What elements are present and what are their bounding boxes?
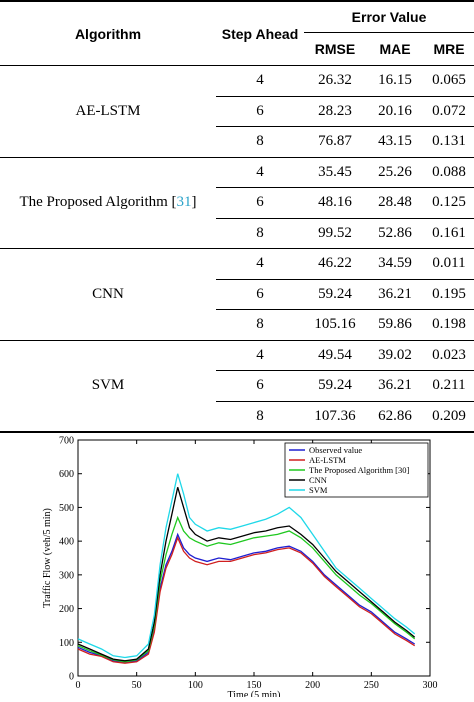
rmse-cell: 48.16 xyxy=(304,188,366,219)
citation-link[interactable]: 31 xyxy=(176,194,192,211)
rmse-cell: 46.22 xyxy=(304,249,366,280)
algorithm-cell xyxy=(0,340,216,432)
algorithm-name: The Proposed Algorithm [ xyxy=(19,194,177,211)
series-line-ae-lstm xyxy=(78,538,415,663)
mae-cell: 39.02 xyxy=(366,340,424,371)
mre-cell: 0.125 xyxy=(424,188,474,219)
table-row xyxy=(0,249,474,280)
mre-header: MRE xyxy=(433,41,465,57)
mae-cell: 43.15 xyxy=(366,127,424,158)
y-tick-label: 600 xyxy=(59,469,74,481)
mre-cell: 0.065 xyxy=(424,66,474,97)
x-tick-label: 100 xyxy=(187,680,203,691)
mre-cell: 0.088 xyxy=(424,157,474,188)
x-tick-label: 300 xyxy=(422,680,438,691)
algorithm-name: AE-LSTM xyxy=(75,102,141,119)
mae-cell: 36.21 xyxy=(366,371,424,402)
table-row xyxy=(0,157,474,188)
rmse-cell: 59.24 xyxy=(304,371,366,402)
algorithm-cell xyxy=(0,157,216,249)
y-axis-label: Traffic Flow (veh/5 min) xyxy=(42,508,53,608)
rmse-cell: 59.24 xyxy=(304,279,366,310)
mre-cell: 0.161 xyxy=(424,218,474,249)
algorithm-cell xyxy=(0,249,216,341)
step-ahead-header: Step Ahead xyxy=(221,25,299,42)
rmse-cell: 28.23 xyxy=(304,96,366,127)
legend-label: Observed value xyxy=(309,445,363,455)
mae-cell: 59.86 xyxy=(366,310,424,341)
rmse-cell: 76.87 xyxy=(304,127,366,158)
step-cell: 4 xyxy=(216,66,304,97)
rmse-header: RMSE xyxy=(314,41,356,57)
mre-cell: 0.011 xyxy=(424,249,474,280)
mre-cell: 0.131 xyxy=(424,127,474,158)
y-tick-label: 700 xyxy=(59,435,74,447)
mae-cell: 16.15 xyxy=(366,66,424,97)
citation-bracket: ] xyxy=(191,194,197,211)
step-cell: 6 xyxy=(216,371,304,402)
mre-cell: 0.072 xyxy=(424,96,474,127)
mre-cell: 0.195 xyxy=(424,279,474,310)
rmse-cell: 35.45 xyxy=(304,157,366,188)
step-cell: 6 xyxy=(216,279,304,310)
mre-cell: 0.198 xyxy=(424,310,474,341)
step-cell: 6 xyxy=(216,96,304,127)
mre-cell: 0.211 xyxy=(424,371,474,402)
step-cell: 8 xyxy=(216,127,304,158)
mae-cell: 34.59 xyxy=(366,249,424,280)
series-line-cnn xyxy=(78,487,415,661)
algorithm-name: CNN xyxy=(92,285,124,302)
table-body xyxy=(0,66,474,433)
y-tick-label: 200 xyxy=(59,604,74,616)
series-line-svm xyxy=(78,474,415,658)
step-cell: 8 xyxy=(216,401,304,432)
x-tick-label: 250 xyxy=(363,680,379,691)
series-line-the-proposed-algorithm-30- xyxy=(78,518,415,662)
header-row-1 xyxy=(0,1,474,33)
legend-label: SVM xyxy=(309,485,328,495)
legend-label: AE-LSTM xyxy=(309,455,346,465)
step-cell: 6 xyxy=(216,188,304,219)
mae-cell: 20.16 xyxy=(366,96,424,127)
error-value-header: Error Value xyxy=(304,1,474,33)
y-tick-label: 100 xyxy=(59,637,74,649)
y-tick-label: 300 xyxy=(59,570,74,582)
y-tick-label: 500 xyxy=(59,502,74,514)
legend-label: The Proposed Algorithm [30] xyxy=(309,465,410,475)
rmse-cell: 99.52 xyxy=(304,218,366,249)
step-cell: 8 xyxy=(216,310,304,341)
legend-label: CNN xyxy=(309,475,327,485)
traffic-flow-chart xyxy=(0,428,474,697)
algorithm-header: Algorithm xyxy=(74,25,142,42)
x-tick-label: 200 xyxy=(305,680,321,691)
mre-cell: 0.209 xyxy=(424,401,474,432)
mae-cell: 28.48 xyxy=(366,188,424,219)
step-cell: 8 xyxy=(216,218,304,249)
y-tick-label: 400 xyxy=(59,536,74,548)
algorithm-cell xyxy=(0,66,216,158)
step-cell: 4 xyxy=(216,157,304,188)
rmse-cell: 105.16 xyxy=(304,310,366,341)
algorithm-name: SVM xyxy=(91,377,125,394)
mae-header: MAE xyxy=(379,41,411,57)
step-cell: 4 xyxy=(216,249,304,280)
mae-cell: 25.26 xyxy=(366,157,424,188)
x-axis-label: Time (5 min) xyxy=(227,690,281,697)
y-tick-label: 0 xyxy=(69,671,74,683)
x-tick-label: 150 xyxy=(246,680,262,691)
mae-cell: 36.21 xyxy=(366,279,424,310)
step-cell: 4 xyxy=(216,340,304,371)
mre-cell: 0.023 xyxy=(424,340,474,371)
table-row xyxy=(0,340,474,371)
mae-cell: 52.86 xyxy=(366,218,424,249)
rmse-cell: 26.32 xyxy=(304,66,366,97)
x-tick-label: 50 xyxy=(131,680,142,691)
traffic-flow-figure xyxy=(0,428,474,697)
rmse-cell: 107.36 xyxy=(304,401,366,432)
rmse-cell: 49.54 xyxy=(304,340,366,371)
table-row xyxy=(0,66,474,97)
x-tick-label: 0 xyxy=(75,680,81,691)
mae-cell: 62.86 xyxy=(366,401,424,432)
